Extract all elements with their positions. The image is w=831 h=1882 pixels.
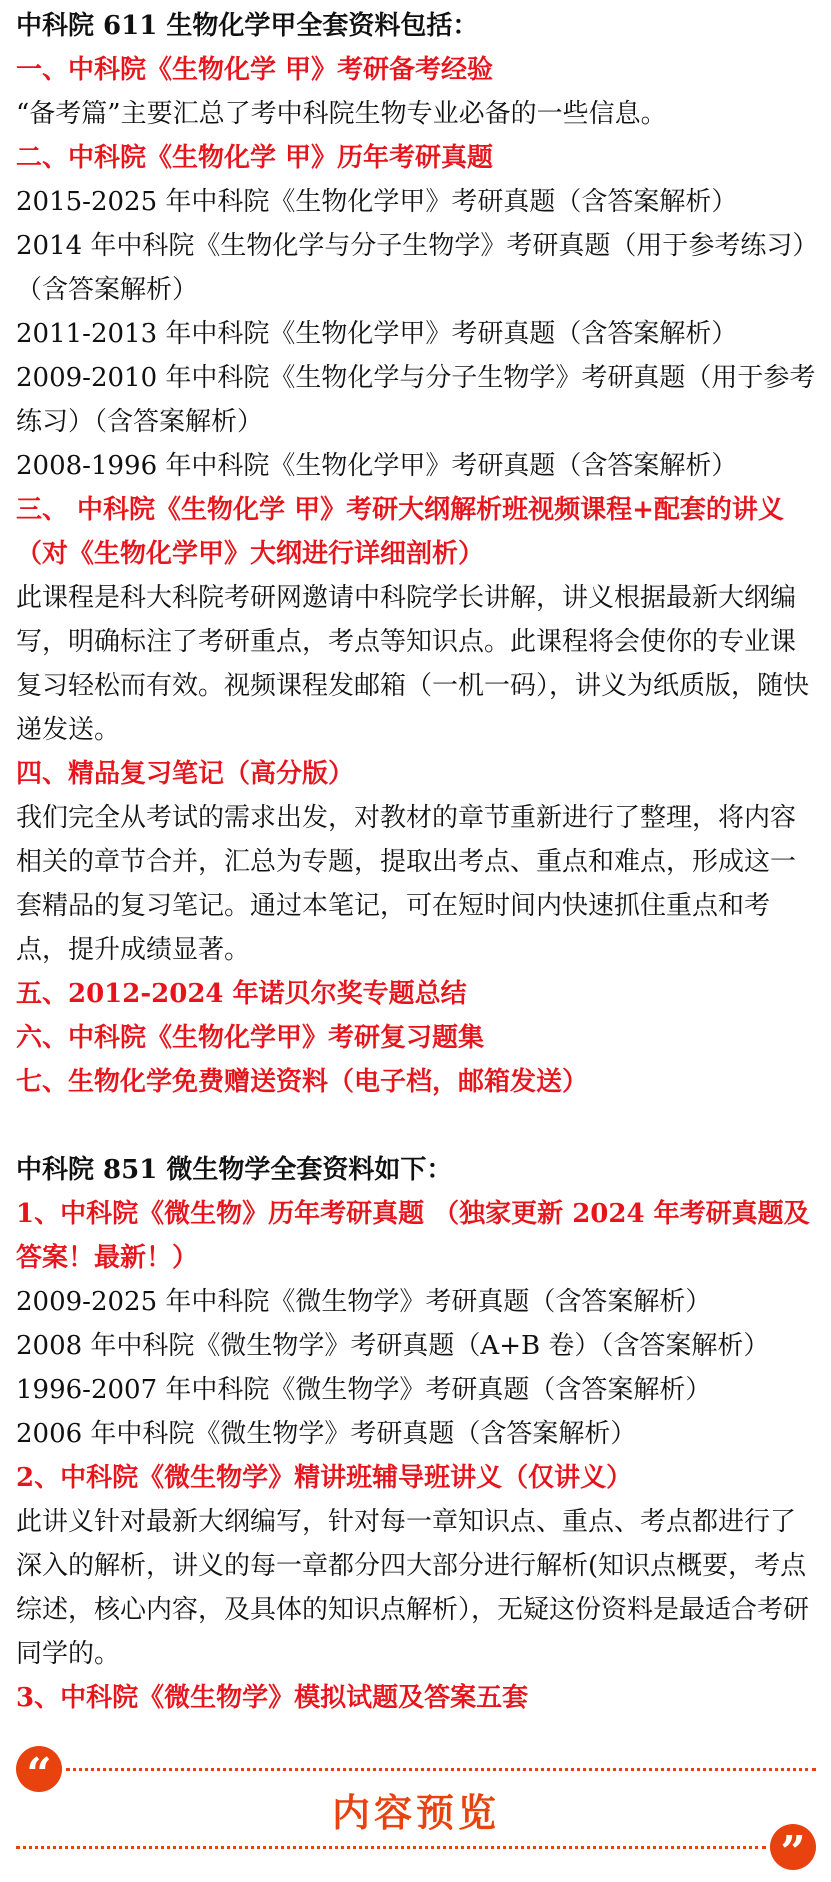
s2-item2-text: 此讲义针对最新大纲编写，针对每一章知识点、重点、考点都进行了深入的解析，讲义的每一章都分四大部分进行解析(知识点概要，考点综述，核心内容，及具体的知识点解析），无疑这份资料是最适合考研同学的。 [16, 1507, 810, 1669]
s2-item1-line-2: 2008 年中科院《微生物学》考研真题（A+B 卷）（含答案解析） [16, 1331, 770, 1361]
item5-title: 五、2012-2024 年诺贝尔奖专题总结 [16, 979, 467, 1009]
item4-title: 四、精品复习笔记（高分版） [16, 759, 355, 789]
s2-item2-title: 2、中科院《微生物学》精讲班辅导班讲义（仅讲义） [16, 1463, 633, 1493]
preview-title: 内容预览 [331, 1791, 500, 1835]
item2-title: 二、中科院《生物化学 甲》历年考研真题 [16, 143, 494, 173]
item2-line-3: 2011-2013 年中科院《生物化学甲》考研真题（含答案解析） [16, 319, 738, 349]
s2-item1-line-4: 2006 年中科院《微生物学》考研真题（含答案解析） [16, 1419, 637, 1449]
item3-title: 三、 中科院《生物化学 甲》考研大纲解析班视频课程+配套的讲义（对《生物化学甲》大纲进行详细剖析） [16, 495, 784, 569]
item3-text: 此课程是科大科院考研网邀请中科院学长讲解，讲义根据最新大纲编写，明确标注了考研重点，考点等知识点。此课程将会使你的专业课复习轻松而有效。视频课程发邮箱（一机一码），讲义为纸质版，随快递发送。 [16, 583, 810, 745]
s2-item1-line-1: 2009-2025 年中科院《微生物学》考研真题（含答案解析） [16, 1287, 712, 1317]
s2-item1-line-3: 1996-2007 年中科院《微生物学》考研真题（含答案解析） [16, 1375, 712, 1405]
item2-line-4: 2009-2010 年中科院《生物化学与分子生物学》考研真题（用于参考练习）（含答案解析） [16, 363, 816, 437]
item2-line-1: 2015-2025 年中科院《生物化学甲》考研真题（含答案解析） [16, 187, 738, 217]
item2-line-2: 2014 年中科院《生物化学与分子生物学》考研真题（用于参考练习）（含答案解析） [16, 231, 819, 305]
item6-title: 六、中科院《生物化学甲》考研复习题集 [16, 1023, 485, 1053]
item2-line-5: 2008-1996 年中科院《生物化学甲》考研真题（含答案解析） [16, 451, 738, 481]
section-spacer [16, 1104, 819, 1148]
item1-title: 一、中科院《生物化学 甲》考研备考经验 [16, 55, 494, 85]
section2-heading: 中科院 851 微生物学全套资料如下： [16, 1155, 453, 1185]
open-quote-icon: “ [16, 1746, 62, 1792]
close-quote-icon: ” [770, 1824, 816, 1870]
s2-item1-title: 1、中科院《微生物》历年考研真题 （独家更新 2024 年考研真题及答案！最新！） [16, 1199, 810, 1273]
item4-text: 我们完全从考试的需求出发，对教材的章节重新进行了整理，将内容相关的章节合并，汇总为专题，提取出考点、重点和难点，形成这一套精品的复习笔记。通过本笔记，可在短时间内快速抓住重点和考点，提升成绩显著。 [16, 803, 797, 965]
top-dotted-divider [66, 1768, 816, 1771]
section1-heading: 中科院 611 生物化学甲全套资料包括： [16, 11, 479, 41]
item7-title: 七、生物化学免费赠送资料（电子档，邮箱发送） [16, 1067, 589, 1097]
preview-banner [16, 1722, 816, 1878]
item1-text: “备考篇”主要汇总了考中科院生物专业必备的一些信息。 [16, 99, 667, 129]
bottom-dotted-divider [16, 1846, 766, 1849]
s2-item3-title: 3、中科院《微生物学》模拟试题及答案五套 [16, 1683, 529, 1713]
